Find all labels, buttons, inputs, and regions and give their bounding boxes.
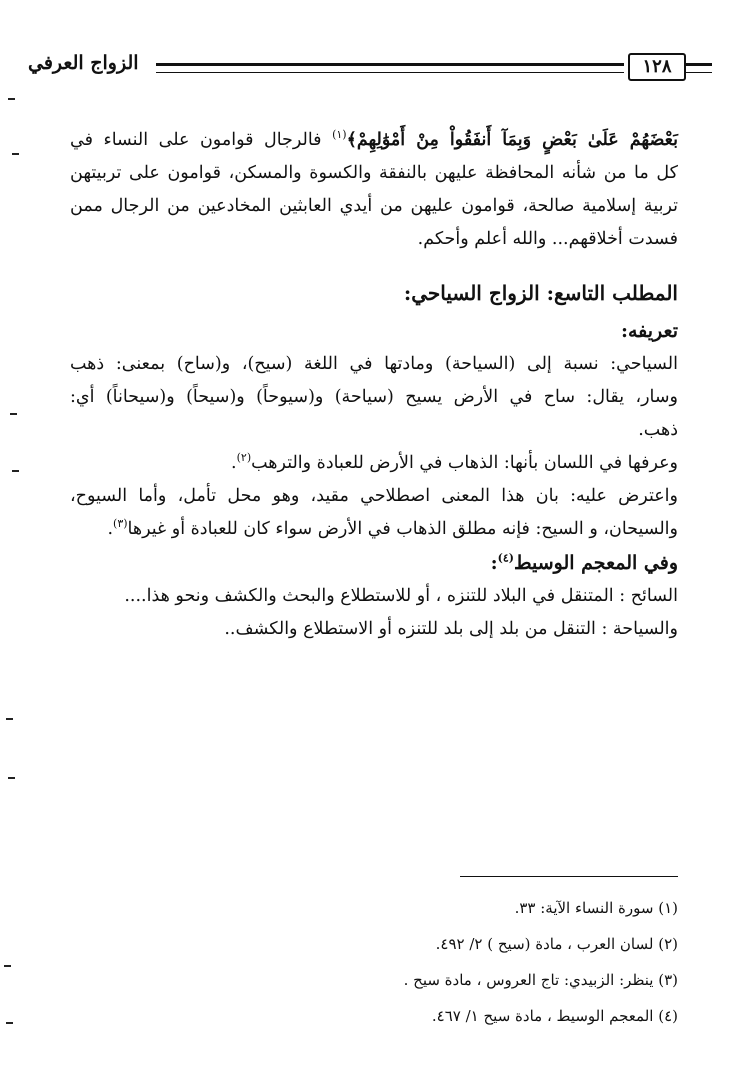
scan-speck bbox=[6, 718, 13, 720]
scan-speck bbox=[4, 965, 11, 967]
text-segment: وعرفها في اللسان بأنها: الذهاب في الأرض للعبادة والترهب bbox=[251, 453, 678, 473]
scan-speck bbox=[6, 1022, 13, 1024]
text-segment: فالرجال قوامون على النساء في bbox=[70, 130, 322, 150]
scan-speck bbox=[12, 470, 19, 472]
scan-speck bbox=[12, 153, 19, 155]
footnote-3: (٣) ينظر: الزبيدي: تاج العروس ، مادة سيح . bbox=[403, 971, 678, 989]
footnote-separator bbox=[460, 876, 678, 877]
book-title: الزواج العرفي bbox=[28, 52, 139, 74]
scan-speck bbox=[10, 413, 17, 415]
text-segment: . bbox=[107, 519, 114, 539]
quran-verse: بَعْضَهُمْ عَلَىٰ بَعْضٍ وَبِمَآ أَنفَقُواْ مِنْ أَمْوَٰلِهِمْ﴾ bbox=[346, 130, 678, 150]
text-line: تربية إسلامية صالحة، قوامون عليهن من أيدي العابثين المخادعين من الرجال ممن bbox=[70, 196, 678, 216]
text-line: وسار، يقال: ساح في الأرض يسيح (سياحة) و(سيوحاً) و(سيحاً) و(سيحاناً) أي: bbox=[70, 387, 678, 407]
footnote-2: (٢) لسان العرب ، مادة (سيح ) ٢/ ٤٩٢. bbox=[435, 935, 678, 953]
page-number: ١٢٨ bbox=[628, 53, 686, 81]
text-line: ذهب. bbox=[638, 420, 678, 440]
text-line: والسياحة : التنقل من بلد إلى بلد للتنزه أو الاستطلاع والكشف.. bbox=[224, 619, 678, 639]
paragraph-quran bbox=[70, 124, 678, 157]
definition-label: تعريفه: bbox=[620, 320, 678, 342]
text-segment: : bbox=[490, 552, 498, 574]
text-segment: وفي المعجم الوسيط bbox=[513, 552, 678, 574]
header-rule-end bbox=[686, 63, 712, 73]
footnote-ref: (١) bbox=[332, 128, 347, 142]
footnote-ref: (٢) bbox=[236, 451, 252, 465]
section-heading: المطلب التاسع: الزواج السياحي: bbox=[403, 281, 678, 305]
scan-speck bbox=[8, 777, 15, 779]
text-segment: . bbox=[231, 453, 237, 473]
text-line: كل ما من شأنه المحافظة عليهن بالنفقة والكسوة والمسكن، قوامون على تربيتهن bbox=[70, 163, 678, 183]
text-line: السائح : المتنقل في البلاد للتنزه ، أو للاستطلاع والبحث والكشف ونحو هذا.... bbox=[124, 586, 678, 606]
text-segment: والسيحان، و السيح: فإنه مطلق الذهاب في الأرض سواء كان للعبادة أو غيرها bbox=[127, 519, 678, 539]
footnote-1: (١) سورة النساء الآية: ٣٣. bbox=[514, 899, 678, 917]
footnote-4: (٤) المعجم الوسيط ، مادة سيح ١/ ٤٦٧. bbox=[431, 1007, 678, 1025]
text-line: فسدت أخلاقهم... والله أعلم وأحكم. bbox=[417, 229, 678, 249]
footnote-ref: (٣) bbox=[113, 517, 128, 531]
running-header bbox=[28, 52, 694, 84]
objection-line-2 bbox=[70, 513, 678, 546]
text-line: السياحي: نسبة إلى (السياحة) ومادتها في اللغة (سيح)، و(ساح) بمعنى: ذهب bbox=[70, 354, 678, 374]
footnote-ref: (٤) bbox=[497, 551, 514, 565]
footnotes bbox=[70, 890, 678, 1034]
scan-speck bbox=[8, 98, 15, 100]
text-line: واعترض عليه: بان هذا المعنى اصطلاحي مقيد، وهو محل تأمل، وأما السيوح، bbox=[70, 486, 678, 506]
header-rule bbox=[156, 63, 624, 73]
lisan-paragraph bbox=[70, 447, 678, 480]
wasit-heading bbox=[70, 546, 678, 580]
main-text bbox=[70, 124, 678, 646]
